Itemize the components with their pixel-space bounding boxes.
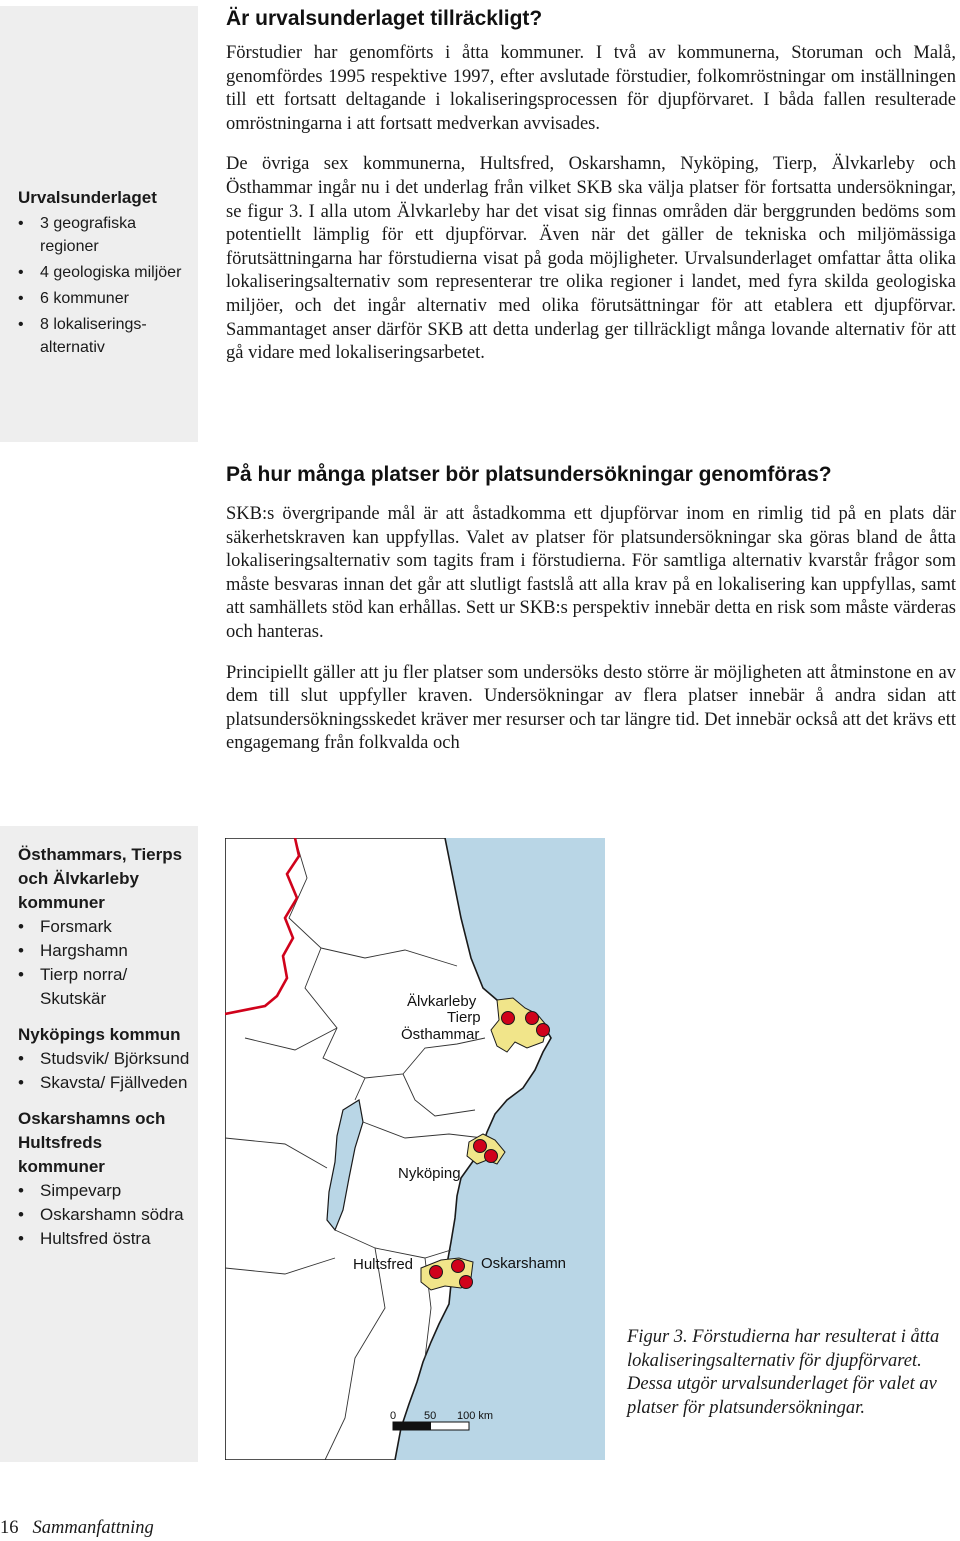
sidebar-sites bbox=[18, 843, 190, 1251]
list-item: • Studsvik/ Björksund bbox=[18, 1047, 190, 1071]
caption-text: Förstudierna har resulterat i åtta lokaliseringsalternativ för djupförvaret. Dessa utgör urvalsunderlaget för valet av platser för platsundersökningar. bbox=[627, 1327, 940, 1418]
map-label-osthammar: Östhammar bbox=[401, 1026, 480, 1043]
site-marker bbox=[474, 1140, 487, 1153]
map-label-tierp: Tierp bbox=[447, 1009, 481, 1026]
scale-label: 0 bbox=[390, 1410, 397, 1422]
caption-label: Figur 3. bbox=[627, 1327, 688, 1347]
site-group-osthammar bbox=[18, 843, 190, 1011]
paragraph: Principiellt gäller att ju fler platser som undersöks desto större är möjligheten att åtminstone en av dem till slut uppfyller kraven. Undersökningar av flera platser innebär å andra sidan att platsundersökningsskedet kräver mer resurser och tar längre tid. Det innebär också att det krävs ett engagemang från folkvalda och bbox=[226, 662, 956, 754]
figure-caption bbox=[627, 1326, 947, 1420]
list-item: • 4 geologiska miljöer bbox=[18, 261, 190, 284]
paragraph: De övriga sex kommunerna, Hultsfred, Oskarshamn, Nyköping, Tierp, Älvkarleby och Östhammar ingår nu i det underlag från vilket SKB ska välja platser för fortsatta undersökningar, se figur 3. I alla utom Älvkarleby har det visat sig finnas områden där berggrunden bedöms som potentiellt lämplig för ett djupförvar. Även när det gäller de tekniska och miljömässiga förutsättningarna har förstudierna visat på goda möjligheter. Urvalsunderlaget omfattar åtta olika lokaliseringsalternativ som representerar tre olika regioner i landet, med fyra skilda geologiska miljöer, och det ingår alternativ med olika förutsättningar för att etablera ett djupförvar. Sammantaget anser därför SKB att detta underlag ger tillräckligt många lovande alternativ för att gå vidare med lokaliseringsarbetet. bbox=[226, 154, 956, 364]
list-item: • 6 kommuner bbox=[18, 287, 190, 310]
paragraph: Förstudier har genomförts i åtta kommuner. I två av kommunerna, Storuman och Malå, genomfördes 1995 respektive 1997, efter avslutade förstudier, folkomröstningar om inställningen till ett fortsatt deltagande i lokaliseringsprocessen för djupförvaret. I båda fallen resulterade omröstningarna i att fortsatt medverkan avvisades. bbox=[226, 43, 956, 134]
map-svg bbox=[225, 838, 605, 1460]
map-label-nykoping: Nyköping bbox=[398, 1165, 461, 1182]
site-group-nykoping bbox=[18, 1023, 190, 1095]
site-marker bbox=[526, 1012, 539, 1025]
site-marker bbox=[452, 1260, 465, 1273]
scale-label: 100 km bbox=[457, 1410, 494, 1422]
site-marker bbox=[537, 1024, 550, 1037]
map-figure bbox=[225, 838, 605, 1460]
site-group-oskarshamn bbox=[18, 1107, 190, 1251]
map-label-alvkarleby: Älvkarleby bbox=[407, 993, 477, 1010]
list-item: • 8 lokaliserings-alternativ bbox=[18, 313, 190, 359]
map-label-oskarshamn: Oskarshamn bbox=[481, 1255, 567, 1272]
group-title: Nyköpings kommun bbox=[18, 1025, 181, 1044]
map-label-hultsfred: Hultsfred bbox=[353, 1256, 414, 1273]
page-number: 16 bbox=[0, 1518, 19, 1538]
site-marker bbox=[460, 1276, 473, 1289]
list-item: • Hargshamn bbox=[18, 939, 190, 963]
sidebar-title: Urvalsunderlaget bbox=[18, 188, 157, 207]
group-title: Östhammars, Tierps och Älvkarleby kommuner bbox=[18, 845, 183, 912]
list-item: • 3 geografiska regioner bbox=[18, 212, 190, 258]
footer-section: Sammanfattning bbox=[32, 1518, 154, 1538]
site-marker bbox=[502, 1012, 515, 1025]
list-item: • Tierp norra/ Skutskär bbox=[18, 963, 190, 1011]
list-item: • Skavsta/ Fjällveden bbox=[18, 1071, 190, 1095]
scale-label: 50 bbox=[424, 1410, 437, 1422]
group-title: Oskarshamns och Hultsfreds kommuner bbox=[18, 1109, 166, 1176]
section-platsundersokningar bbox=[226, 462, 956, 756]
list-item: • Forsmark bbox=[18, 915, 190, 939]
list-item: • Oskarshamn södra bbox=[18, 1203, 190, 1227]
list-item: • Hultsfred östra bbox=[18, 1227, 190, 1251]
section-heading: På hur många platser bör platsundersökningar genomföras? bbox=[226, 463, 832, 486]
list-item: • Simpevarp bbox=[18, 1179, 190, 1203]
sidebar-urvalsunderlaget bbox=[18, 186, 190, 359]
paragraph: SKB:s övergripande mål är att åstadkomma ett djupförvar inom en rimlig tid på en plats där säkerhetskraven kan uppfyllas. Valet av platser för platsundersökningar ska göras bland de åtta lokaliseringsalternativ som tagits fram i förstudierna. För samtliga alternativ kvarstår frågor som måste besvaras innan det går att slutligt fastslå att alla krav på en lokalisering kan uppfyllas, samt att samhällets stöd kan erhållas. Sett ur SKB:s perspektiv innebär detta en risk som måste värderas och hanteras. bbox=[226, 504, 956, 642]
site-marker bbox=[485, 1150, 498, 1163]
section-heading: Är urvalsunderlaget tillräckligt? bbox=[226, 7, 543, 30]
site-marker bbox=[430, 1266, 443, 1279]
section-urvalsunderlag bbox=[226, 6, 956, 366]
page-footer bbox=[0, 1518, 154, 1539]
